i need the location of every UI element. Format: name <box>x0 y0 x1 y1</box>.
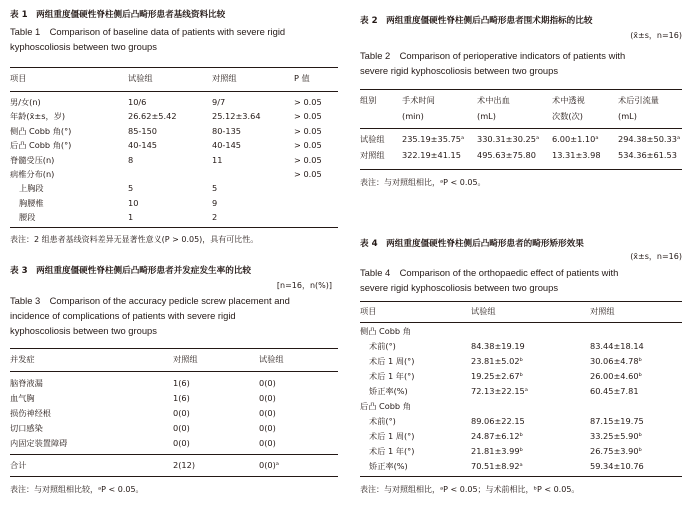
table-4-stat-tag: (x̄±s，n=16) <box>630 252 682 261</box>
table-4-header-rule <box>360 322 682 323</box>
table-2-header-rule <box>360 128 682 129</box>
table-1-body <box>10 97 338 227</box>
table-4-body <box>360 326 682 476</box>
row-value: 10 <box>128 197 139 208</box>
table-3-cn-title: 表 3 两组重度僵硬性脊柱侧后凸畸形患者并发症发生率的比较 <box>10 266 252 276</box>
table-1-header-test: 试验组 <box>128 73 153 83</box>
table-row <box>10 393 338 407</box>
table-2-header-op-time-unit: (min) <box>402 111 424 121</box>
table-row <box>360 371 682 385</box>
row-value: 9 <box>212 197 218 208</box>
row-value: 330.31±30.25ᵃ <box>477 134 540 144</box>
table-3-top-rule <box>10 348 338 349</box>
row-label: 损伤神经根 <box>10 408 51 418</box>
row-value: 0(0) <box>173 438 190 448</box>
table-row <box>360 386 682 400</box>
row-value: 85-150 <box>128 125 158 136</box>
row-value: 10/6 <box>128 97 147 107</box>
table-row <box>10 378 338 392</box>
table-3-stat-tag: [n=16，n(%)] <box>276 281 332 290</box>
table-2-en-title-line-1: Table 2 Comparison of perioperative indicators of patients with <box>360 50 626 61</box>
row-value: 1(6) <box>173 393 190 403</box>
table-3-total-rule <box>10 454 338 455</box>
row-label: 脊髓受压(n) <box>10 154 55 165</box>
row-value: 25.12±3.64 <box>212 111 261 122</box>
row-label: 上胸段 <box>19 183 44 194</box>
table-row <box>10 111 338 125</box>
table-1-bottom-rule <box>10 227 338 228</box>
table-1-header-item: 项目 <box>10 73 27 83</box>
table-2-body <box>360 134 682 168</box>
table-2-cn-title: 表 2 两组重度僵硬性脊柱侧后凸畸形患者围术期指标的比较 <box>360 16 593 26</box>
table-3-header-control: 对照组 <box>173 354 198 364</box>
row-value: 2 <box>212 212 218 223</box>
row-label: 脑脊液漏 <box>10 378 43 388</box>
table-1-en-title-line-2: kyphoscoliosis between two groups <box>10 41 157 52</box>
table-row <box>360 401 682 415</box>
row-value: 72.13±22.15ᵃ <box>471 386 528 396</box>
table-2-header-fluoroscopy: 术中透视 <box>552 95 585 105</box>
row-value: 0(0) <box>173 423 190 433</box>
table-2-bottom-rule <box>360 169 682 170</box>
table-row <box>360 341 682 355</box>
row-label: 侧凸 Cobb 角 <box>360 326 411 336</box>
table-row <box>10 126 338 140</box>
table-4-header-item: 项目 <box>360 306 377 316</box>
row-value: 89.06±22.15 <box>471 416 525 426</box>
table-row <box>360 461 682 475</box>
table-2-header-drainage-unit: (mL) <box>618 111 637 121</box>
row-value: 40-145 <box>128 140 158 151</box>
table-2-header-row-2 <box>360 111 682 125</box>
table-3-body <box>10 378 338 454</box>
table-2-top-rule <box>360 89 682 90</box>
table-row <box>10 140 338 154</box>
row-label: 侧凸 Cobb 角(°) <box>10 125 72 136</box>
row-value: 1(6) <box>173 378 190 388</box>
table-1-header-row <box>10 73 338 87</box>
row-value: 60.45±7.81 <box>590 386 639 396</box>
table-2-header-fluoroscopy-unit: 次数(次) <box>552 111 583 121</box>
row-value: > 0.05 <box>294 111 322 122</box>
table-3 <box>10 264 338 504</box>
table-3-total-test: 0(0)ᵃ <box>259 460 280 470</box>
row-value: 8 <box>128 154 134 165</box>
row-label: 内固定装置障碍 <box>10 438 68 448</box>
table-3-en-title-line-2: incidence of complications of patients with severe rigid <box>10 310 236 321</box>
table-row <box>10 183 338 197</box>
table-2-header-drainage: 术后引流量 <box>618 95 659 105</box>
row-label: 对照组 <box>360 150 385 160</box>
table-2-header-blood-loss: 术中出血 <box>477 95 510 105</box>
table-3-bottom-rule <box>10 476 338 477</box>
row-value: 23.81±5.02ᵇ <box>471 356 524 366</box>
row-value: 26.62±5.42 <box>128 111 177 122</box>
row-label: 胸腰椎 <box>19 197 44 208</box>
table-4-cn-title: 表 4 两组重度僵硬性脊柱侧后凸畸形患者的畸形矫形效果 <box>360 239 584 249</box>
row-label: 年龄(x̄±s，岁) <box>10 111 66 122</box>
table-1 <box>10 8 338 250</box>
table-4-en-title-line-1: Table 4 Comparison of the orthopaedic effect of patients with <box>360 267 619 278</box>
table-2-en-title-line-2: severe rigid kyphoscoliosis between two groups <box>360 65 559 76</box>
table-1-note: 表注：2 组患者基线资料差异无显著性意义(P > 0.05)，具有可比性。 <box>10 235 259 244</box>
table-3-total-control: 2(12) <box>173 460 196 470</box>
row-value: 0(0) <box>259 438 276 448</box>
row-value: 33.25±5.90ᵇ <box>590 431 643 441</box>
table-3-en-title-line-3: kyphoscoliosis between two groups <box>10 325 157 336</box>
row-label: 矫正率(%) <box>369 386 408 396</box>
row-value: 59.34±10.76 <box>590 461 644 471</box>
table-row <box>360 134 682 148</box>
table-4-header-test: 试验组 <box>471 306 496 316</box>
table-row <box>10 155 338 169</box>
row-label: 矫正率(%) <box>369 461 408 471</box>
table-3-total-label: 合计 <box>10 460 27 470</box>
row-label: 血气胸 <box>10 393 35 403</box>
row-value: 87.15±19.75 <box>590 416 644 426</box>
row-value: 1 <box>128 212 134 223</box>
row-value: 0(0) <box>259 408 276 418</box>
row-value: 0(0) <box>259 378 276 388</box>
row-value: > 0.05 <box>294 169 322 179</box>
table-3-total-row <box>10 460 338 474</box>
row-value: 13.31±3.98 <box>552 150 601 160</box>
table-row <box>10 423 338 437</box>
row-value: 83.44±18.14 <box>590 341 644 351</box>
row-value: > 0.05 <box>294 125 322 136</box>
table-3-header-row <box>10 354 338 368</box>
table-4-bottom-rule <box>360 476 682 477</box>
table-row <box>10 97 338 111</box>
table-1-header-p: P 值 <box>294 73 310 83</box>
row-value: 70.51±8.92ᵃ <box>471 461 523 471</box>
table-row <box>10 212 338 226</box>
table-2-header-op-time: 手术时间 <box>402 95 435 105</box>
row-label: 腰段 <box>19 212 36 223</box>
table-2-note: 表注：与对照组相比，ᵃP < 0.05。 <box>360 178 486 187</box>
row-value: 294.38±50.33ᵃ <box>618 134 681 144</box>
row-label: 病椎分布(n) <box>10 169 55 179</box>
row-label: 术后 1 年(°) <box>369 446 415 456</box>
table-4-note: 表注：与对照组相比，ᵃP < 0.05；与术前相比，ᵇP < 0.05。 <box>360 485 580 494</box>
table-4-top-rule <box>360 301 682 302</box>
row-label: 术前(°) <box>369 416 396 426</box>
table-3-header-rule <box>10 371 338 372</box>
table-2-header-group: 组别 <box>360 95 377 105</box>
table-4-en-title-line-2: severe rigid kyphoscoliosis between two groups <box>360 282 559 293</box>
row-value: 0(0) <box>259 423 276 433</box>
row-value: > 0.05 <box>294 154 322 165</box>
table-row <box>10 198 338 212</box>
table-3-header-complication: 并发症 <box>10 354 35 364</box>
row-label: 后凸 Cobb 角 <box>360 401 411 411</box>
row-value: 40-145 <box>212 140 242 151</box>
row-value: 5 <box>212 183 218 194</box>
table-4-header-control: 对照组 <box>590 306 615 316</box>
row-value: 495.63±75.80 <box>477 150 536 160</box>
table-row <box>360 326 682 340</box>
table-row <box>10 169 338 183</box>
table-1-en-title-line-1: Table 1 Comparison of baseline data of patients with severe rigid <box>10 26 286 37</box>
row-value: 30.06±4.78ᵇ <box>590 356 643 366</box>
table-1-cn-title: 表 1 两组重度僵硬性脊柱侧后凸畸形患者基线资料比较 <box>10 10 226 20</box>
table-2-header-blood-loss-unit: (mL) <box>477 111 496 121</box>
table-3-en-title-line-1: Table 3 Comparison of the accuracy pedicle screw placement and <box>10 295 290 306</box>
table-2 <box>360 14 682 194</box>
row-value: 21.81±3.99ᵇ <box>471 446 524 456</box>
row-label: 后凸 Cobb 角(°) <box>10 140 72 151</box>
table-row <box>360 356 682 370</box>
row-value: 0(0) <box>173 408 190 418</box>
row-value: 5 <box>128 183 134 194</box>
table-row <box>360 150 682 164</box>
table-row <box>10 408 338 422</box>
row-value: 19.25±2.67ᵇ <box>471 371 524 381</box>
row-value: 26.75±3.90ᵇ <box>590 446 643 456</box>
table-row <box>10 438 338 452</box>
table-2-stat-tag: (x̄±s，n=16) <box>630 31 682 40</box>
row-label: 切口感染 <box>10 423 43 433</box>
table-4 <box>360 237 682 505</box>
row-value: 6.00±1.10ᵃ <box>552 134 599 144</box>
row-value: 84.38±19.19 <box>471 341 525 351</box>
row-value: > 0.05 <box>294 140 322 151</box>
row-label: 术后 1 周(°) <box>369 431 415 441</box>
table-row <box>360 446 682 460</box>
table-row <box>360 431 682 445</box>
row-label: 术后 1 年(°) <box>369 371 415 381</box>
table-3-header-test: 试验组 <box>259 354 284 364</box>
row-value: 80-135 <box>212 125 242 136</box>
row-value: 9/7 <box>212 97 226 107</box>
row-label: 术后 1 周(°) <box>369 356 415 366</box>
table-3-note: 表注：与对照组相比较，ᵃP < 0.05。 <box>10 485 144 494</box>
row-value: 322.19±41.15 <box>402 150 461 160</box>
row-value: 235.19±35.75ᵃ <box>402 134 465 144</box>
table-1-top-rule <box>10 67 338 68</box>
row-value: 0(0) <box>259 393 276 403</box>
row-label: 男/女(n) <box>10 97 41 107</box>
row-value: 26.00±4.60ᵇ <box>590 371 643 381</box>
row-label: 试验组 <box>360 134 385 144</box>
row-label: 术前(°) <box>369 341 396 351</box>
table-row <box>360 416 682 430</box>
row-value: 11 <box>212 154 223 165</box>
row-value: > 0.05 <box>294 97 322 107</box>
table-4-header-row <box>360 306 682 320</box>
row-value: 534.36±61.53 <box>618 150 677 160</box>
table-1-header-rule <box>10 91 338 92</box>
table-2-header-row-1 <box>360 95 682 109</box>
row-value: 24.87±6.12ᵇ <box>471 431 524 441</box>
table-1-header-control: 对照组 <box>212 73 237 83</box>
